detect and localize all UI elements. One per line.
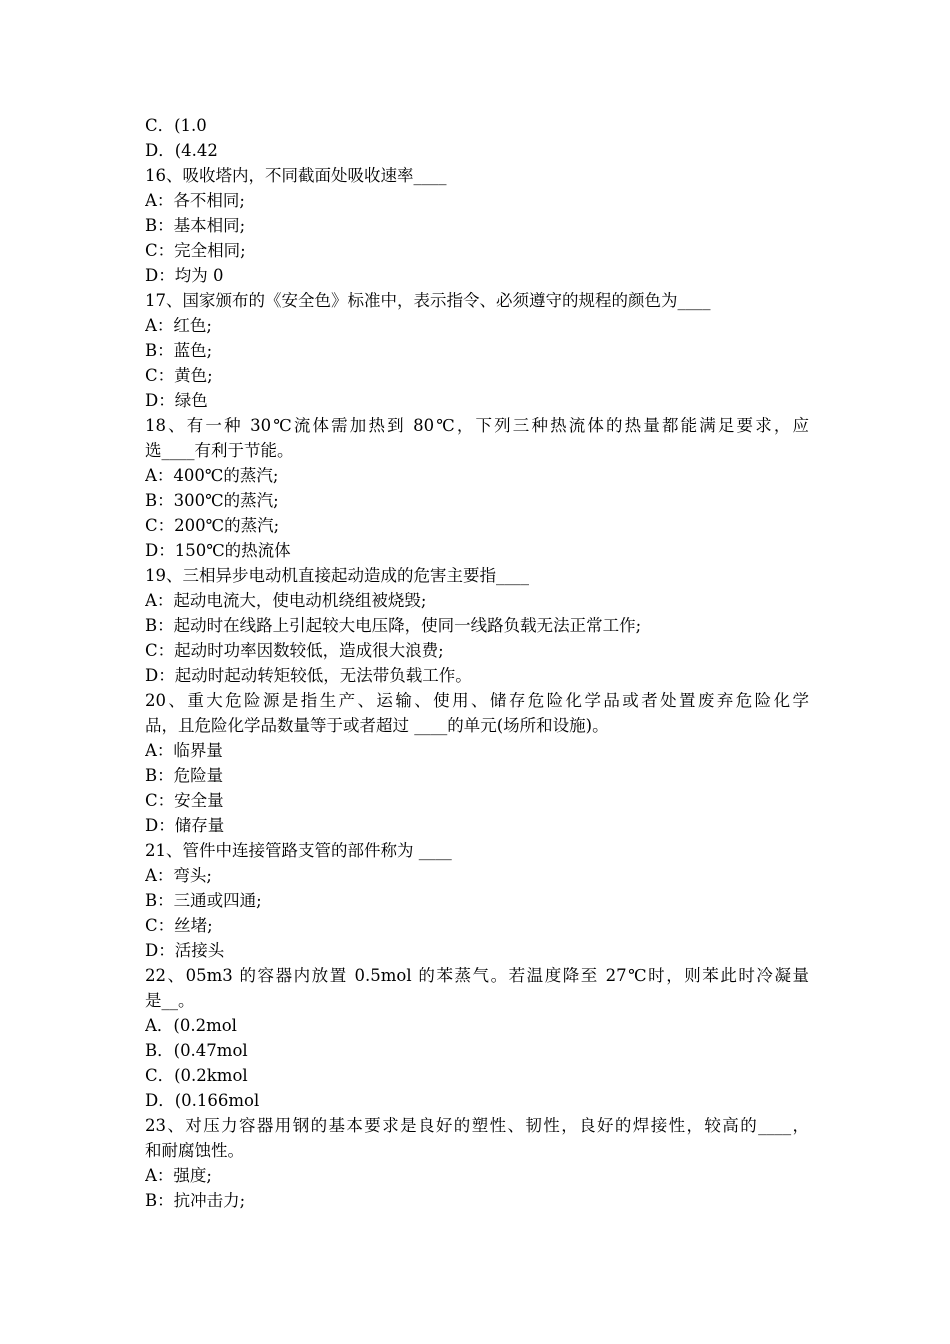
option-line: B：危险量	[145, 766, 224, 785]
option-line: A：起动电流大，使电动机绕组被烧毁;	[145, 591, 427, 610]
question-18: 18、有一种 30℃流体需加热到 80℃，下列三种热流体的热量都能满足要求，应	[145, 416, 809, 435]
option-line: C：安全量	[145, 791, 224, 810]
option-line: A：各不相同;	[145, 191, 245, 210]
option-line: B：起动时在线路上引起较大电压降，使同一线路负载无法正常工作;	[145, 616, 642, 635]
option-line: B：基本相同;	[145, 216, 246, 235]
option-line: A：强度;	[145, 1166, 212, 1185]
option-line: D：起动时起动转矩较低，无法带负载工作。	[145, 666, 472, 685]
question-22-cont: 是__。	[145, 991, 195, 1010]
option-line: A．(0.2mol	[145, 1016, 237, 1035]
option-line: B：抗冲击力;	[145, 1191, 246, 1210]
question-19: 19、三相异步电动机直接起动造成的危害主要指____	[145, 566, 529, 585]
question-18-cont: 选____有利于节能。	[145, 441, 294, 460]
option-line: B．(0.47mol	[145, 1041, 248, 1060]
option-line: A：400℃的蒸汽;	[145, 466, 279, 485]
option-line: B：三通或四通;	[145, 891, 262, 910]
option-line: C：完全相同;	[145, 241, 246, 260]
option-line: C：起动时功率因数较低，造成很大浪费;	[145, 641, 444, 660]
option-line: C．(1.0	[145, 116, 207, 135]
option-line: D：储存量	[145, 816, 225, 835]
option-line: A：临界量	[145, 741, 223, 760]
option-line: C．(0.2kmol	[145, 1066, 248, 1085]
option-line: C：丝堵;	[145, 916, 213, 935]
option-line: C：黄色;	[145, 366, 213, 385]
question-23-cont: 和耐腐蚀性。	[145, 1141, 244, 1160]
option-line: A：弯头;	[145, 866, 212, 885]
question-21: 21、管件中连接管路支管的部件称为 ____	[145, 841, 452, 860]
option-line: A：红色;	[145, 316, 212, 335]
option-line: B：300℃的蒸汽;	[145, 491, 279, 510]
option-line: D．(0.166mol	[145, 1091, 260, 1110]
question-23: 23、对压力容器用钢的基本要求是良好的塑性、韧性，良好的焊接性，较高的____，	[145, 1116, 809, 1135]
option-line: D：150℃的热流体	[145, 541, 291, 560]
question-20-cont: 品，且危险化学品数量等于或者超过 ____的单元(场所和设施)。	[145, 716, 609, 735]
option-line: C：200℃的蒸汽;	[145, 516, 280, 535]
option-line: D：活接头	[145, 941, 225, 960]
option-line: D：均为 0	[145, 266, 224, 285]
exam-text	[145, 113, 809, 1213]
question-22: 22、05m3 的容器内放置 0.5mol 的苯蒸气。若温度降至 27℃时，则苯此时冷凝量	[145, 966, 809, 985]
option-line: D．(4.42	[145, 141, 218, 160]
option-line: B：蓝色;	[145, 341, 213, 360]
question-16: 16、吸收塔内，不同截面处吸收速率____	[145, 166, 447, 185]
question-17: 17、国家颁布的《安全色》标准中，表示指令、必须遵守的规程的颜色为____	[145, 291, 711, 310]
question-20: 20、重大危险源是指生产、运输、使用、储存危险化学品或者处置废弃危险化学	[145, 691, 809, 710]
option-line: D：绿色	[145, 391, 208, 410]
